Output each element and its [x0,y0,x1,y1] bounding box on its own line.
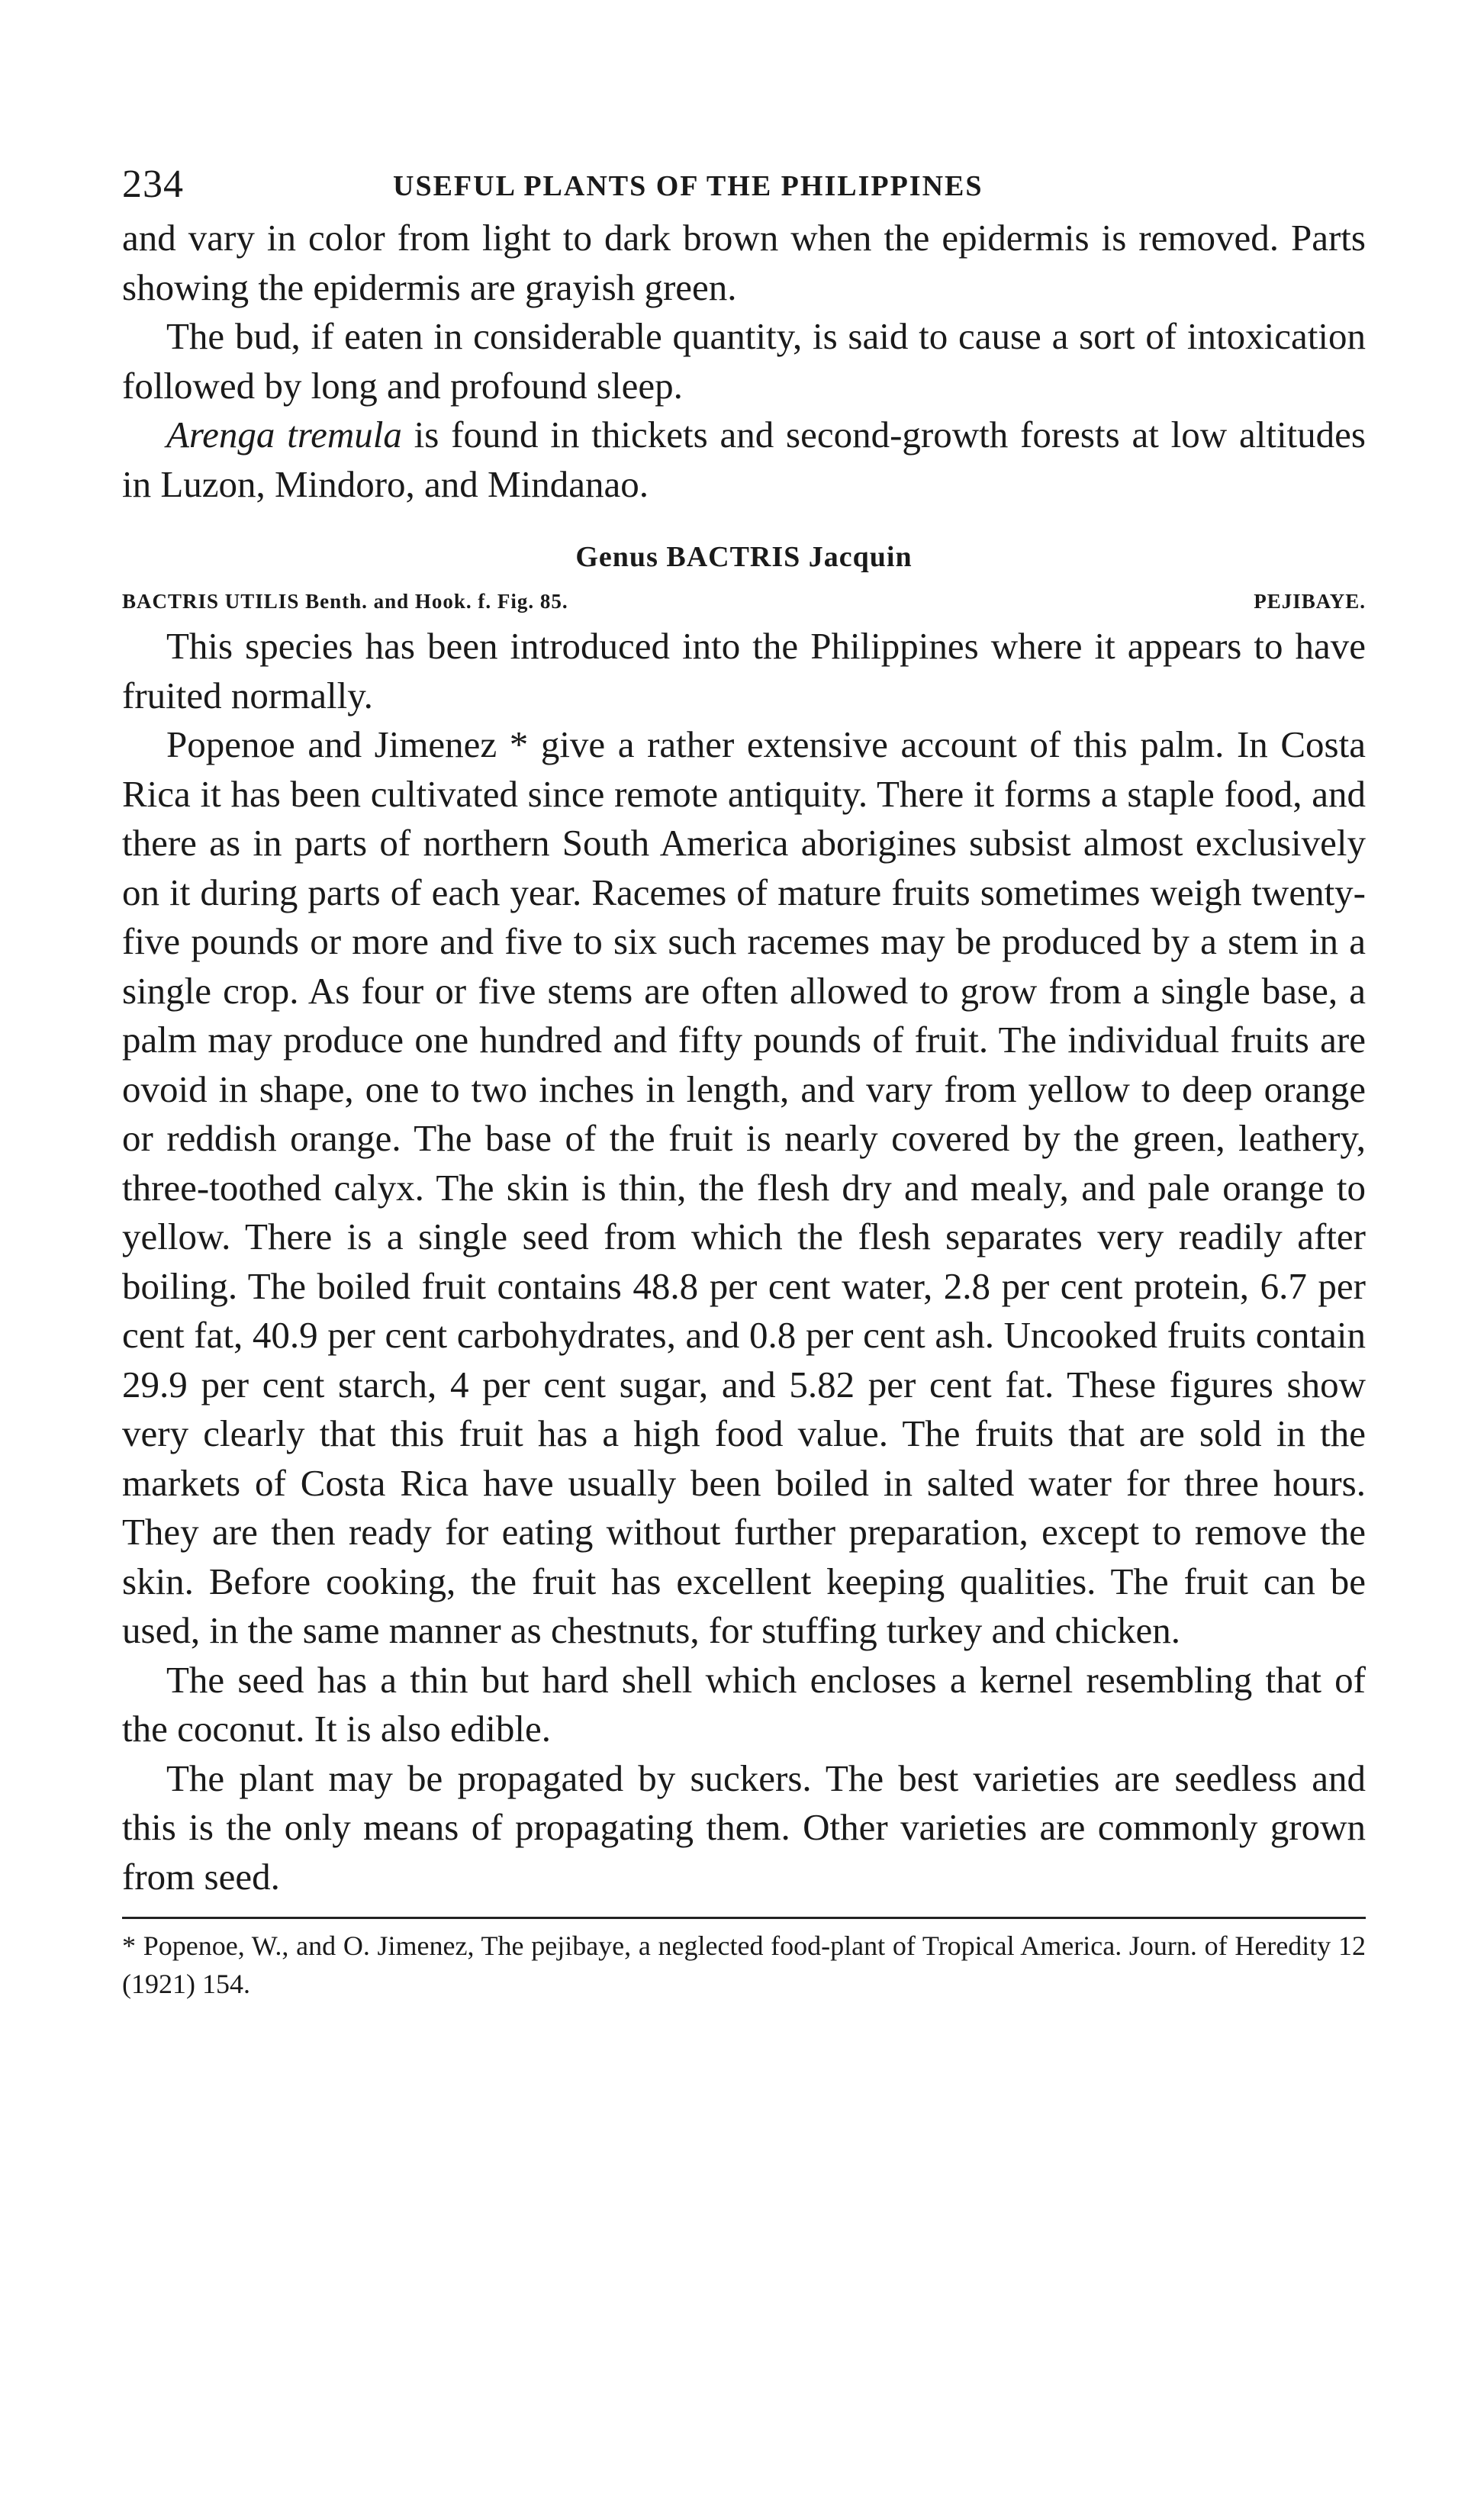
paragraph-introduced: This species has been introduced into the Philippines where it appears to have fruited normally. [122,625,1366,716]
species-heading [122,579,1366,622]
species-italic-name: Arenga tremula [166,414,402,456]
paragraph-popenoe-account: Popenoe and Jimenez * give a rather extensive account of this palm. In Costa Rica it has been cultivated since remote antiquity. There it forms a staple food, and there as in parts of northern South America aborigines subsist almost exclusively on it during parts of each year. Racemes of mature fruits sometimes weigh twenty-five pounds or more and five to six such racemes may be produced by a stem in a single crop. As four or five stems are often allowed to grow from a single base, a palm may produce one hundred and fifty pounds of fruit. The individual fruits are ovoid in shape, one to two inches in length, and vary from yellow to deep orange or reddish orange. The base of the fruit is nearly covered by the green, leathery, three-toothed calyx. The skin is thin, the flesh dry and mealy, and pale orange to yellow. There is a single seed from which the flesh separates very readily after boiling. The boiled fruit contains 48.8 per cent water, 2.8 per cent protein, 6.7 per cent fat, 40.9 per cent carbohydrates, and 0.8 per cent ash. Uncooked fruits contain 29.9 per cent starch, 4 per cent sugar, and 5.82 per cent fat. These figures show very clearly that this fruit has a high food value. The fruits that are sold in the markets of Costa Rica have usually been boiled in salted water for three hours. They are then ready for eating without further preparation, except to remove the skin. Before cooking, the fruit has excellent keeping qualities. The fruit can be used, in the same manner as chestnuts, for stuffing turkey and chicken. [122,723,1366,1651]
page-header [122,153,1366,214]
arenga-text: is found in thickets and second-growth forests at low altitudes in Luzon, Mindoro, and Mindanao. [122,414,1366,505]
genus-heading: Genus BACTRIS Jacquin [575,541,913,573]
footnote: * Popenoe, W., and O. Jimenez, The pejibaye, a neglected food-plant of Tropical America. Journ. of Heredity 12 (1921) 154. [122,1930,1366,1999]
paragraph-arenga-distribution [122,411,1366,509]
paragraph-bud: The bud, if eaten in considerable quantity, is said to cause a sort of intoxication followed by long and profound sleep. [122,315,1366,407]
species-name: BACTRIS UTILIS Benth. and Hook. f. Fig. 85. [122,590,568,613]
footnote-divider [122,1917,1366,1919]
paragraph-seed: The seed has a thin but hard shell which encloses a kernel resembling that of the coconut. It is also edible. [122,1658,1366,1750]
species-common-name: PEJIBAYE. [1254,590,1366,613]
book-page [122,153,1366,2030]
paragraph-propagation: The plant may be propagated by suckers. The best varieties are seedless and this is the only means of propagating them. Other varieties are commonly grown from seed. [122,1756,1366,1898]
running-head: USEFUL PLANTS OF THE PHILIPPINES [393,170,983,202]
paragraph-continuation: and vary in color from light to dark brown when the epidermis is removed. Parts showing the epidermis are grayish green. [122,217,1366,308]
page-number: 234 [122,163,184,206]
